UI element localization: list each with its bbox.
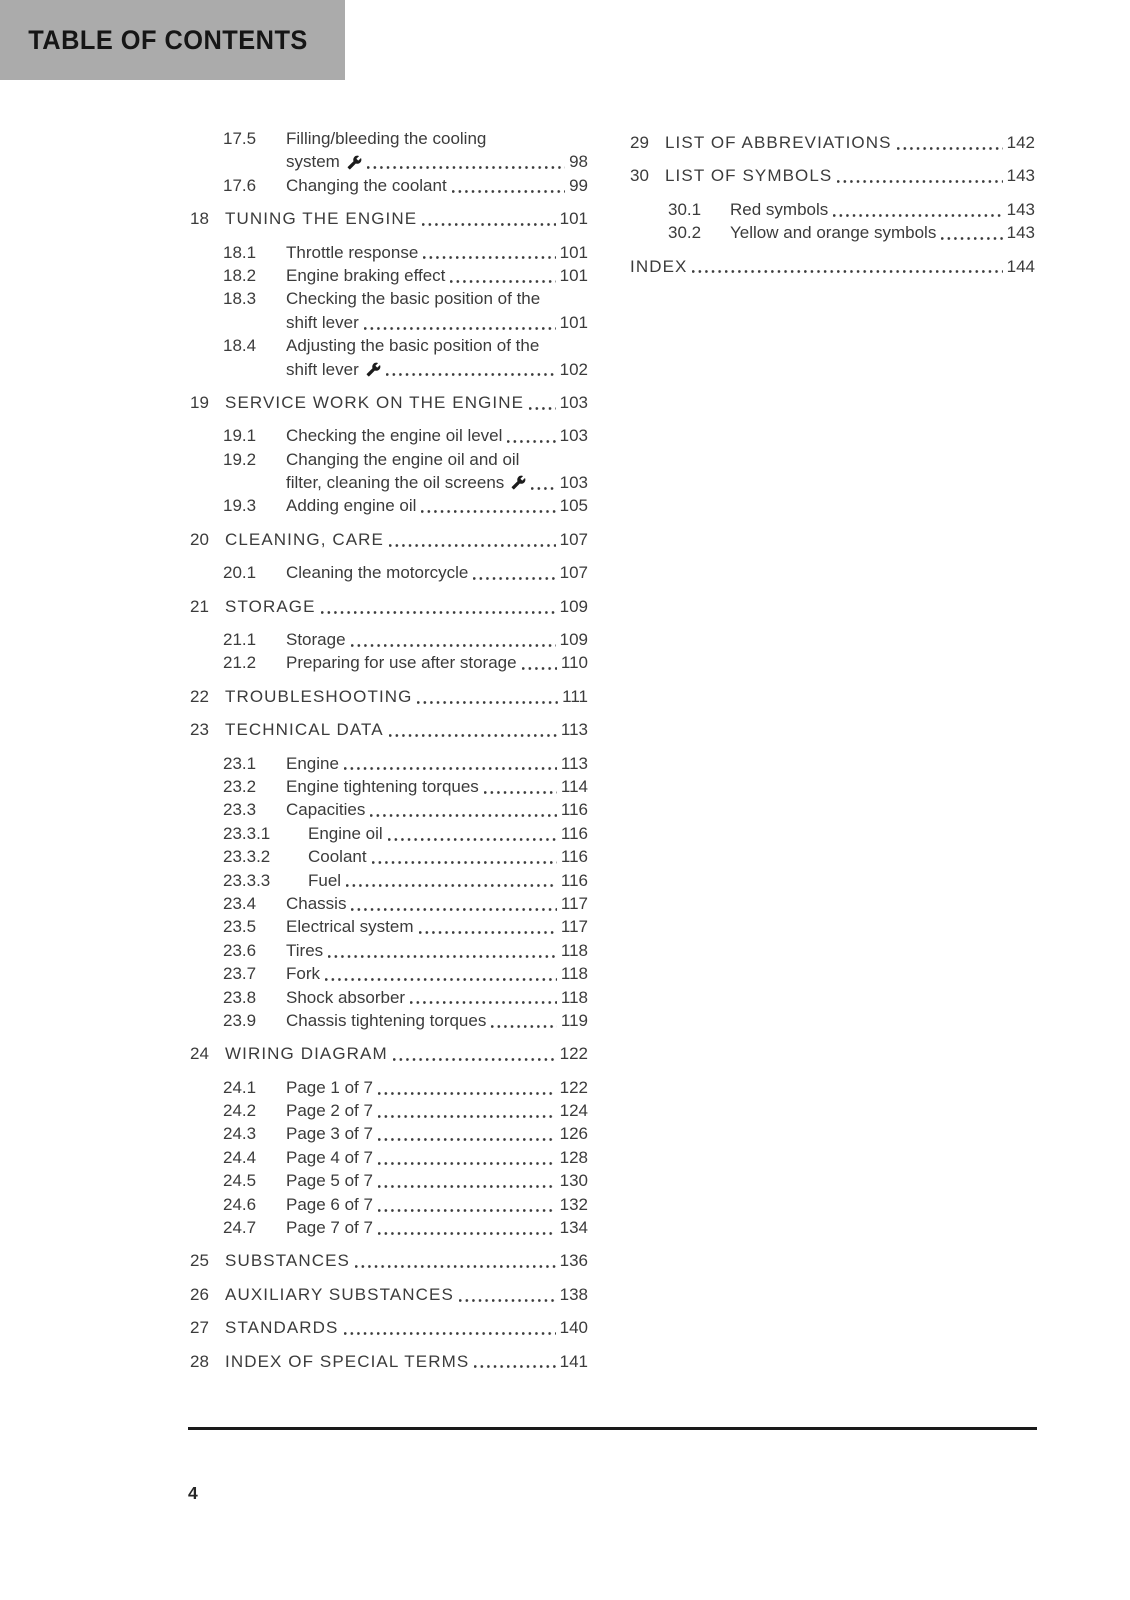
dot-leader xyxy=(388,838,557,841)
entry-page-number: 114 xyxy=(560,776,588,796)
entry-page-number: 117 xyxy=(560,893,588,913)
toc-entry-line xyxy=(190,628,588,651)
toc-section-line xyxy=(190,718,588,741)
entry-title: Chassis tightening torques xyxy=(286,1010,487,1030)
entry-page-number: 101 xyxy=(559,265,588,285)
entry-number: 21.1 xyxy=(223,630,257,650)
toc-section-line xyxy=(190,1283,588,1306)
dot-leader xyxy=(473,577,555,580)
toc-entry-line xyxy=(190,287,588,310)
toc-entry-line xyxy=(190,1122,588,1145)
entry-title: CLEANING, CARE xyxy=(225,529,384,549)
entry-title: Page 6 of 7 xyxy=(286,1194,373,1214)
dot-leader xyxy=(378,1232,556,1235)
entry-page-number: 138 xyxy=(559,1284,588,1304)
toc-entry-line xyxy=(190,561,588,584)
toc-entry-line xyxy=(190,798,588,821)
dot-leader xyxy=(484,791,557,794)
dot-leader xyxy=(692,270,1002,273)
entry-page-number: 118 xyxy=(560,987,588,1007)
toc-section-line xyxy=(630,164,1035,187)
entry-page-number: 116 xyxy=(560,870,588,890)
dot-leader xyxy=(474,1365,555,1368)
entry-title: Page 1 of 7 xyxy=(286,1077,373,1097)
entry-page-number: 118 xyxy=(560,940,588,960)
toc-section-line xyxy=(190,595,588,618)
entry-page-number: 128 xyxy=(559,1147,588,1167)
entry-title: WIRING DIAGRAM xyxy=(225,1044,388,1064)
toc-section-line xyxy=(190,391,588,414)
entry-number: 24.2 xyxy=(223,1101,257,1121)
dot-leader xyxy=(367,166,565,169)
entry-number: 28 xyxy=(190,1351,209,1371)
entry-number: 23.6 xyxy=(223,940,257,960)
toc-entry-line xyxy=(630,198,1035,221)
dot-leader xyxy=(833,214,1002,217)
entry-page-number: 143 xyxy=(1006,199,1035,219)
toc-entry-line xyxy=(190,752,588,775)
dot-leader xyxy=(378,1138,556,1141)
toc-entry-line xyxy=(190,127,588,150)
toc-section-line xyxy=(190,528,588,551)
wrench-icon xyxy=(347,155,362,170)
entry-title: Coolant xyxy=(308,847,367,867)
dot-leader xyxy=(346,884,557,887)
toc-entry-line xyxy=(190,424,588,447)
dot-leader xyxy=(344,767,557,770)
entry-page-number: 107 xyxy=(559,563,588,583)
entry-number: 21 xyxy=(190,596,209,616)
toc-section-line xyxy=(190,685,588,708)
entry-title: AUXILIARY SUBSTANCES xyxy=(225,1284,454,1304)
entry-title: Page 5 of 7 xyxy=(286,1171,373,1191)
entry-number: 23.3.1 xyxy=(223,823,271,843)
dot-leader xyxy=(378,1185,556,1188)
entry-title: Throttle response xyxy=(286,242,419,262)
entry-number: 27 xyxy=(190,1318,209,1338)
entry-number: 19.2 xyxy=(223,449,257,469)
entry-number: 23.3.3 xyxy=(223,870,271,890)
entry-number: 17.6 xyxy=(223,175,257,195)
entry-page-number: 122 xyxy=(559,1044,588,1064)
dot-leader xyxy=(386,373,556,376)
toc-entry-line xyxy=(190,264,588,287)
dot-leader xyxy=(452,190,565,193)
dot-leader xyxy=(351,908,556,911)
entry-number: 17.5 xyxy=(223,129,257,148)
toc-entry-line xyxy=(190,915,588,938)
entry-number: 24.7 xyxy=(223,1218,257,1238)
entry-page-number: 103 xyxy=(559,473,588,493)
toc-entry-line xyxy=(190,869,588,892)
entry-number: 24.5 xyxy=(223,1171,257,1191)
wrench-icon xyxy=(511,475,526,490)
toc-entry-line xyxy=(190,471,588,494)
entry-title: Engine xyxy=(286,753,339,773)
entry-page-number: 116 xyxy=(560,823,588,843)
entry-number: 24.6 xyxy=(223,1194,257,1214)
entry-title: Chassis xyxy=(286,893,347,913)
entry-page-number: 136 xyxy=(559,1251,588,1271)
entry-title: Page 4 of 7 xyxy=(286,1147,373,1167)
entry-title: Tires xyxy=(286,940,324,960)
dot-leader xyxy=(378,1209,556,1212)
entry-page-number: 103 xyxy=(559,392,588,412)
entry-number: 22 xyxy=(190,686,209,706)
dot-leader xyxy=(459,1299,556,1302)
entry-title: Storage xyxy=(286,630,346,650)
entry-title: system xyxy=(286,152,340,172)
entry-number: 18.1 xyxy=(223,242,257,262)
toc-entry-line xyxy=(190,962,588,985)
entry-number: 18 xyxy=(190,209,209,229)
toc-entry-line xyxy=(190,892,588,915)
footer-rule xyxy=(188,1427,1037,1430)
dot-leader xyxy=(522,667,557,670)
dot-leader xyxy=(421,510,555,513)
dot-leader xyxy=(393,1058,556,1061)
toc-entry-line xyxy=(190,651,588,674)
page-title: TABLE OF CONTENTS xyxy=(28,24,308,55)
toc-entry-line xyxy=(190,150,588,173)
entry-title: Capacities xyxy=(286,800,366,820)
entry-number: 25 xyxy=(190,1251,209,1271)
entry-page-number: 126 xyxy=(559,1124,588,1144)
dot-leader xyxy=(410,1001,557,1004)
dot-leader xyxy=(325,978,557,981)
dot-leader xyxy=(417,701,558,704)
entry-number: 30 xyxy=(630,166,649,186)
toc-column-right xyxy=(630,131,1035,278)
entry-number: 19.3 xyxy=(223,496,257,516)
toc-entry-line xyxy=(190,241,588,264)
toc-entry-line xyxy=(190,358,588,381)
toc-entry-line xyxy=(190,845,588,868)
entry-page-number: 105 xyxy=(559,496,588,516)
dot-leader xyxy=(378,1092,556,1095)
entry-page-number: 102 xyxy=(559,359,588,379)
entry-number: 23.8 xyxy=(223,987,257,1007)
toc-entry-line xyxy=(190,311,588,334)
dot-leader xyxy=(364,327,556,330)
entry-title: Filling/bleeding the cooling xyxy=(286,129,487,148)
dot-leader xyxy=(897,147,1003,150)
dot-leader xyxy=(941,237,1002,240)
entry-number: 30.2 xyxy=(668,223,702,243)
entry-number: 23.5 xyxy=(223,917,257,937)
toc-entry-line xyxy=(190,448,588,471)
toc-section-line xyxy=(190,1042,588,1065)
page-number: 4 xyxy=(188,1483,198,1503)
entry-number: 21.2 xyxy=(223,653,257,673)
entry-title: SUBSTANCES xyxy=(225,1251,350,1271)
entry-title: INDEX xyxy=(630,256,688,276)
entry-page-number: 99 xyxy=(569,175,588,195)
entry-title: LIST OF ABBREVIATIONS xyxy=(665,133,892,152)
toc-entry-line xyxy=(190,775,588,798)
entry-page-number: 109 xyxy=(559,630,588,650)
dot-leader xyxy=(351,644,556,647)
toc-entry-line xyxy=(190,1146,588,1169)
entry-number: 19 xyxy=(190,392,209,412)
entry-page-number: 144 xyxy=(1006,256,1035,276)
entry-title: Changing the engine oil and oil xyxy=(286,449,520,469)
entry-number: 29 xyxy=(630,133,649,152)
entry-number: 18.4 xyxy=(223,336,257,356)
entry-page-number: 132 xyxy=(559,1194,588,1214)
entry-number: 24 xyxy=(190,1044,209,1064)
wrench-icon xyxy=(366,362,381,377)
entry-number: 23.2 xyxy=(223,776,257,796)
entry-number: 18.2 xyxy=(223,265,257,285)
entry-page-number: 116 xyxy=(560,847,588,867)
toc-column-left xyxy=(190,127,588,1373)
entry-page-number: 130 xyxy=(559,1171,588,1191)
entry-title: Electrical system xyxy=(286,917,414,937)
dot-leader xyxy=(491,1025,557,1028)
dot-leader xyxy=(529,407,556,410)
dot-leader xyxy=(837,180,1002,183)
entry-number: 18.3 xyxy=(223,289,257,309)
entry-number: 20.1 xyxy=(223,563,257,583)
entry-title: Checking the basic position of the xyxy=(286,289,541,309)
dot-leader xyxy=(423,256,555,259)
toc-entry-line xyxy=(630,221,1035,244)
toc-entry-line xyxy=(190,174,588,197)
entry-title: TROUBLESHOOTING xyxy=(225,686,413,706)
entry-title: SERVICE WORK ON THE ENGINE xyxy=(225,392,525,412)
toc-entry-line xyxy=(190,494,588,517)
toc-entry-line xyxy=(190,334,588,357)
entry-number: 23.3.2 xyxy=(223,847,271,867)
entry-title: STANDARDS xyxy=(225,1318,339,1338)
entry-page-number: 101 xyxy=(559,242,588,262)
entry-number: 23.4 xyxy=(223,893,257,913)
toc-entry-line xyxy=(190,1099,588,1122)
entry-title: TECHNICAL DATA xyxy=(225,720,384,740)
dot-leader xyxy=(370,814,557,817)
entry-title: Adding engine oil xyxy=(286,496,417,516)
entry-page-number: 113 xyxy=(560,720,588,740)
entry-page-number: 142 xyxy=(1006,133,1035,152)
dot-leader xyxy=(450,280,555,283)
toc-section-line xyxy=(190,207,588,230)
dot-leader xyxy=(372,861,557,864)
entry-title: Fuel xyxy=(308,870,342,890)
entry-page-number: 124 xyxy=(559,1101,588,1121)
entry-page-number: 134 xyxy=(559,1218,588,1238)
entry-title: Engine tightening torques xyxy=(286,776,479,796)
entry-title: Page 7 of 7 xyxy=(286,1218,373,1238)
entry-page-number: 140 xyxy=(559,1318,588,1338)
entry-title: Cleaning the motorcycle xyxy=(286,563,469,583)
entry-page-number: 111 xyxy=(562,686,588,706)
dot-leader xyxy=(378,1115,556,1118)
entry-number: 30.1 xyxy=(668,199,702,219)
toc-section-line xyxy=(630,255,1035,278)
entry-page-number: 117 xyxy=(560,917,588,937)
entry-title: Engine braking effect xyxy=(286,265,446,285)
entry-page-number: 119 xyxy=(560,1010,588,1030)
dot-leader xyxy=(419,931,557,934)
toc-entry-line xyxy=(190,1216,588,1239)
toc-entry-line xyxy=(190,986,588,1009)
entry-number: 20 xyxy=(190,529,209,549)
dot-leader xyxy=(378,1162,556,1165)
entry-title: STORAGE xyxy=(225,596,316,616)
entry-number: 23 xyxy=(190,720,209,740)
dot-leader xyxy=(389,734,557,737)
entry-page-number: 141 xyxy=(559,1351,588,1371)
entry-title: Fork xyxy=(286,964,320,984)
entry-number: 23.7 xyxy=(223,964,257,984)
dot-leader xyxy=(531,487,555,490)
dot-leader xyxy=(344,1332,556,1335)
dot-leader xyxy=(507,440,555,443)
entry-number: 23.3 xyxy=(223,800,257,820)
entry-title: Shock absorber xyxy=(286,987,406,1007)
entry-title: Page 2 of 7 xyxy=(286,1101,373,1121)
toc-entry-line xyxy=(190,1076,588,1099)
dot-leader xyxy=(355,1265,556,1268)
toc-entry-line xyxy=(190,939,588,962)
toc-section-line xyxy=(190,1350,588,1373)
toc-entry-line xyxy=(190,822,588,845)
entry-title: Red symbols xyxy=(730,199,829,219)
entry-page-number: 101 xyxy=(559,209,588,229)
entry-title: filter, cleaning the oil screens xyxy=(286,473,505,493)
entry-number: 23.9 xyxy=(223,1010,257,1030)
entry-title: shift lever xyxy=(286,359,359,379)
entry-page-number: 113 xyxy=(560,753,588,773)
entry-title: TUNING THE ENGINE xyxy=(225,209,418,229)
entry-page-number: 107 xyxy=(559,529,588,549)
entry-title: Page 3 of 7 xyxy=(286,1124,373,1144)
entry-page-number: 103 xyxy=(559,426,588,446)
entry-number: 19.1 xyxy=(223,426,257,446)
dot-leader xyxy=(328,955,557,958)
dot-leader xyxy=(321,611,556,614)
entry-page-number: 122 xyxy=(559,1077,588,1097)
entry-number: 23.1 xyxy=(223,753,257,773)
entry-title: Preparing for use after storage xyxy=(286,653,517,673)
page-header xyxy=(0,0,345,80)
entry-title: LIST OF SYMBOLS xyxy=(665,166,833,186)
entry-number: 24.1 xyxy=(223,1077,257,1097)
entry-page-number: 143 xyxy=(1006,166,1035,186)
entry-title: Changing the coolant xyxy=(286,175,447,195)
entry-title: Yellow and orange symbols xyxy=(730,223,937,243)
entry-number: 26 xyxy=(190,1284,209,1304)
toc-entry-line xyxy=(190,1169,588,1192)
entry-page-number: 110 xyxy=(560,653,588,673)
dot-leader xyxy=(389,544,556,547)
entry-title: Adjusting the basic position of the xyxy=(286,336,540,356)
entry-page-number: 118 xyxy=(560,964,588,984)
entry-page-number: 143 xyxy=(1006,223,1035,243)
toc-section-line xyxy=(630,131,1035,154)
entry-title: INDEX OF SPECIAL TERMS xyxy=(225,1351,470,1371)
entry-title: Engine oil xyxy=(308,823,383,843)
toc-section-line xyxy=(190,1249,588,1272)
entry-title: shift lever xyxy=(286,312,359,332)
entry-number: 24.3 xyxy=(223,1124,257,1144)
entry-title: Checking the engine oil level xyxy=(286,426,503,446)
entry-page-number: 98 xyxy=(569,152,588,172)
dot-leader xyxy=(422,223,555,226)
entry-page-number: 101 xyxy=(559,312,588,332)
toc-entry-line xyxy=(190,1009,588,1032)
entry-page-number: 109 xyxy=(559,596,588,616)
entry-number: 24.4 xyxy=(223,1147,257,1167)
toc-entry-line xyxy=(190,1193,588,1216)
entry-page-number: 116 xyxy=(560,800,588,820)
toc-section-line xyxy=(190,1316,588,1339)
